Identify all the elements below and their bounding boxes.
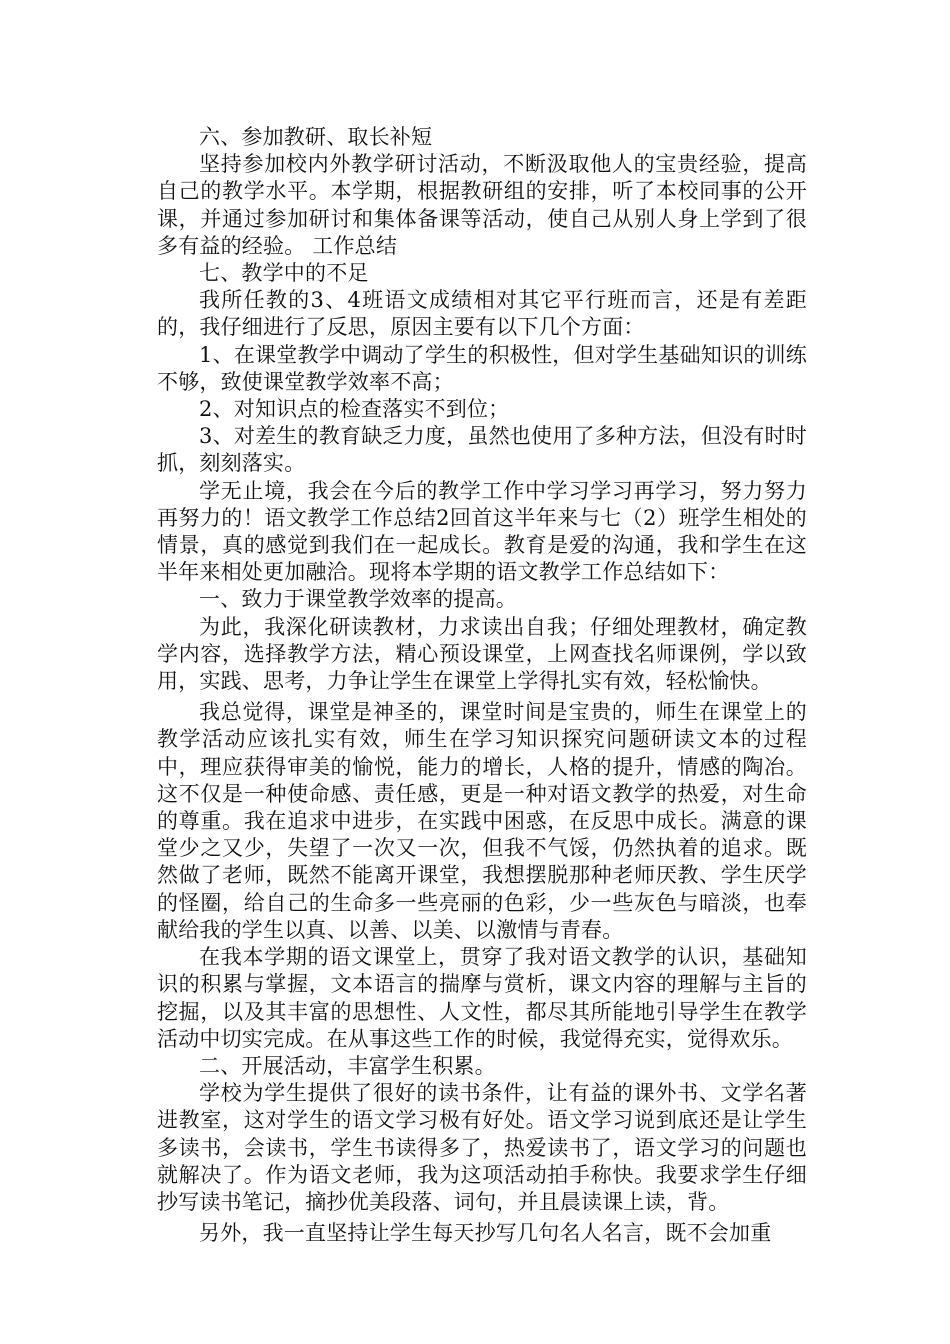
list-item: 3、对差生的教育缺乏力度，虽然也使用了多种方法，但没有时时抓，刻刻落实。 — [157, 424, 807, 476]
paragraph: 在我本学期的语文课堂上，贯穿了我对语文教学的认识，基础知识的积累与掌握，文本语言的揣摩与赏析，课文内容的理解与主旨的挖掘，以及其丰富的思想性、人文性，都尽其所能地引导学生在教学活动中切实完成。在从事这些工作的时候，我觉得充实，觉得欢乐。 — [157, 945, 807, 1051]
paragraph: 我所任教的3、4班语文成绩相对其它平行班而言，还是有差距的，我仔细进行了反思，原因主要有以下几个方面： — [157, 288, 807, 340]
paragraph: 学校为学生提供了很好的读书条件，让有益的课外书、文学名著进教室，这对学生的语文学习极有好处。语文学习说到底还是让学生多读书，会读书，学生书读得多了，热爱读书了，语文学习的问题也就解决了。作为语文老师，我为这项活动拍手称快。我要求学生仔细抄写读书笔记，摘抄优美段落、词句，并且晨读课上读，背。 — [157, 1081, 807, 1214]
paragraph: 坚持参加校内外教学研讨活动，不断汲取他人的宝贵经验，提高自己的教学水平。本学期，根据教研组的安排，听了本校同事的公开课，并通过参加研讨和集体备课等活动，使自己从别人身上学到了很多有益的经验。 工作总结 — [157, 152, 807, 258]
paragraph: 学无止境，我会在今后的教学工作中学习学习再学习，努力努力再努力的！语文教学工作总结2回首这半年来与七（2）班学生相处的情景，真的感觉到我们在一起成长。教育是爱的沟通，我和学生在这半年来相处更加融洽。现将本学期的语文教学工作总结如下： — [157, 478, 807, 585]
section-heading: 七、教学中的不足 — [199, 261, 369, 286]
list-item: 2、对知识点的检查落实不到位； — [199, 397, 510, 422]
paragraph: 为此，我深化研读教材，力求读出自我；仔细处理教材，确定教学内容，选择教学方法，精心预设课堂，上网查找名师课例，学以致用，实践、思考，力争让学生在课堂上学得扎实有效，轻松愉快。 — [157, 614, 807, 694]
section-heading: 一、致力于课堂教学效率的提高。 — [199, 587, 517, 612]
document-body — [157, 124, 807, 1247]
paragraph: 我总觉得，课堂是神圣的，课堂时间是宝贵的，师生在课堂上的教学活动应该扎实有效，师生在学习知识探究问题研读文本的过程中，理应获得审美的愉悦，能力的增长，人格的提升，情感的陶冶。这不仅是一种使命感、责任感，更是一种对语文教学的热爱，对生命的尊重。我在追求中进步，在实践中困惑，在反思中成长。满意的课堂少之又少，失望了一次又一次，但我不气馁，仍然执着的追求。既然做了老师，既然不能离开课堂，我想摆脱那种老师厌教、学生厌学的怪圈，给自己的生命多一些亮丽的色彩，少一些灰色与暗淡，也奉献给我的学生以真、以善、以美、以激情与青春。 — [157, 700, 807, 942]
section-heading: 二、开展活动，丰富学生积累。 — [199, 1053, 496, 1078]
section-heading: 六、参加教研、取长补短 — [199, 125, 433, 149]
list-item: 1、在课堂教学中调动了学生的积极性，但对学生基础知识的训练不够，致使课堂教学效率不高； — [157, 342, 807, 394]
paragraph: 另外，我一直坚持让学生每天抄写几句名人名言，既不会加重 — [199, 1221, 772, 1246]
